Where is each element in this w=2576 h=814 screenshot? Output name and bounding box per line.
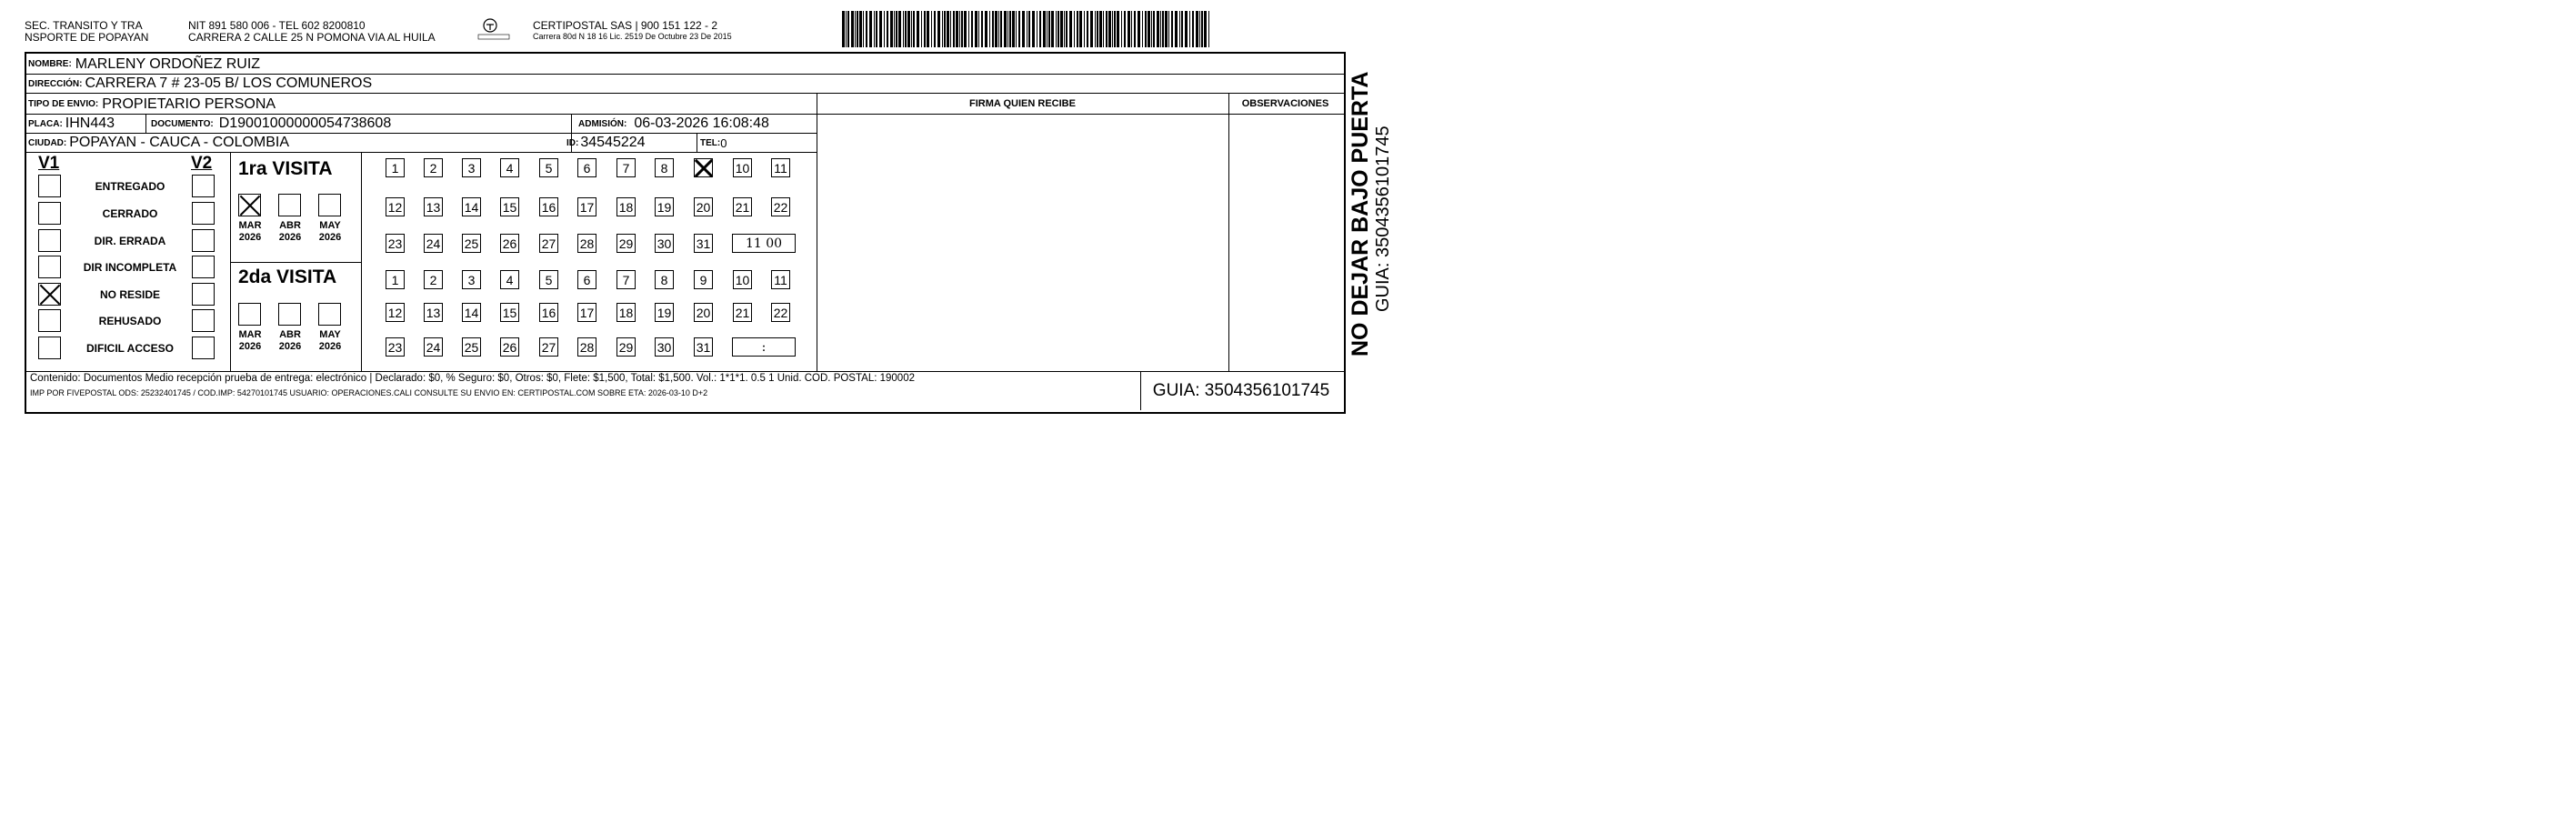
- visit2-day-box[interactable]: 14: [462, 303, 481, 322]
- visit2-day-box[interactable]: 23: [386, 337, 405, 357]
- documento-cell: [151, 115, 391, 133]
- visit2-day-box[interactable]: 1: [386, 270, 405, 289]
- visit2-day-box[interactable]: 24: [424, 337, 443, 357]
- v2-checkbox[interactable]: [192, 175, 215, 197]
- nombre-value: MARLENY ORDOÑEZ RUIZ: [75, 55, 261, 72]
- visit2-day-box[interactable]: 8: [655, 270, 674, 289]
- visit1-day-box[interactable]: 15: [500, 197, 519, 216]
- footer-contenido: Contenido: Documentos Medio recepción prueba de entrega: electrónico | Declarado: $0, % Seguro: $0, Otros: $0, Flete: $1,500, Total: $1,500. Vol.: 1*1*1. 0.5 1 Unid. COD. POSTAL: 190002: [30, 373, 915, 384]
- visit2-day-box[interactable]: 31: [694, 337, 713, 357]
- v1-heading: V1: [38, 154, 60, 173]
- visit1-day-box[interactable]: 31: [694, 234, 713, 253]
- visit1-day-box[interactable]: 13: [424, 197, 443, 216]
- visit2-month-label: ABR 2026: [278, 329, 302, 352]
- admision-value: 06-03-2026 16:08:48: [634, 116, 769, 131]
- documento-label: DOCUMENTO:: [151, 118, 214, 129]
- visit1-day-box[interactable]: 21: [733, 197, 752, 216]
- visit2-day-box[interactable]: 16: [539, 303, 558, 322]
- visit2-month-checkbox[interactable]: [278, 303, 301, 326]
- visit1-day-box[interactable]: 23: [386, 234, 405, 253]
- direccion-value: CARRERA 7 # 23-05 B/ LOS COMUNEROS: [85, 75, 373, 91]
- visit1-day-box[interactable]: 5: [539, 158, 558, 177]
- visit1-day-box[interactable]: 2: [424, 158, 443, 177]
- tel-cell: [700, 134, 727, 152]
- visit1-month-checkbox[interactable]: [318, 194, 341, 216]
- visit1-day-box[interactable]: 28: [577, 234, 596, 253]
- courier-line-2: Carrera 80d N 18 16 Lic. 2519 De Octubre 23 De 2015: [533, 32, 732, 41]
- visit1-day-box[interactable]: 1: [386, 158, 405, 177]
- v2-checkbox[interactable]: [192, 202, 215, 225]
- v1-checkbox[interactable]: [38, 229, 61, 252]
- tipo-envio-label: TIPO DE ENVIO:: [28, 99, 99, 109]
- observaciones-header: OBSERVACIONES: [1241, 98, 1329, 109]
- visit2-day-box[interactable]: 20: [694, 303, 713, 322]
- v1-checkbox[interactable]: [38, 337, 61, 359]
- visit1-day-box[interactable]: 16: [539, 197, 558, 216]
- visit1-day-box[interactable]: 30: [655, 234, 674, 253]
- status-label: DIFICIL ACCESO: [85, 342, 174, 355]
- direccion-label: DIRECCIÓN:: [28, 78, 83, 89]
- visit1-day-box[interactable]: 27: [539, 234, 558, 253]
- v1-checkbox[interactable]: [38, 256, 61, 278]
- courier-block: [533, 20, 732, 41]
- tipo-envio-row: [28, 95, 276, 114]
- courier-logo: [477, 16, 510, 44]
- id-label: ID:: [566, 137, 579, 148]
- v1-checkbox[interactable]: [38, 283, 61, 306]
- visit2-day-box[interactable]: 15: [500, 303, 519, 322]
- status-label: REHUSADO: [98, 315, 162, 327]
- visit1-day-box[interactable]: 7: [616, 158, 636, 177]
- visit2-month-checkbox[interactable]: [238, 303, 261, 326]
- sender-line-2: NSPORTE DE POPAYAN: [25, 31, 149, 44]
- sender-line-1: SEC. TRANSITO Y TRA: [25, 19, 143, 32]
- visit1-day-box[interactable]: 20: [694, 197, 713, 216]
- footer-guia: GUIA: 3504356101745: [1152, 380, 1330, 400]
- placa-value: IHN443: [65, 116, 115, 131]
- courier-line-1: CERTIPOSTAL SAS | 900 151 122 - 2: [533, 19, 717, 32]
- visit2-day-box[interactable]: 28: [577, 337, 596, 357]
- nombre-row: [28, 55, 260, 74]
- visit2-day-box[interactable]: 11: [771, 270, 790, 289]
- visit1-day-box[interactable]: 10: [733, 158, 752, 177]
- visit2-day-box[interactable]: 25: [462, 337, 481, 357]
- status-label: CERRADO: [102, 207, 158, 220]
- visit2-month-label: MAR 2026: [238, 329, 262, 352]
- v2-checkbox[interactable]: [192, 229, 215, 252]
- visit1-day-box[interactable]: 25: [462, 234, 481, 253]
- tel-label: TEL:: [700, 137, 721, 148]
- nombre-label: NOMBRE:: [28, 59, 72, 69]
- ciudad-value: POPAYAN - CAUCA - COLOMBIA: [69, 135, 290, 150]
- visit1-title: 1ra VISITA: [238, 158, 333, 179]
- visit2-day-box[interactable]: 17: [577, 303, 596, 322]
- visit2-day-box[interactable]: 13: [424, 303, 443, 322]
- visit1-day-box[interactable]: 14: [462, 197, 481, 216]
- visit1-day-box[interactable]: 26: [500, 234, 519, 253]
- visit2-day-box[interactable]: 19: [655, 303, 674, 322]
- visit2-day-box[interactable]: 6: [577, 270, 596, 289]
- visit1-month-label: MAR 2026: [238, 220, 262, 243]
- visit1-day-box[interactable]: 22: [771, 197, 790, 216]
- visit2-day-box[interactable]: 30: [655, 337, 674, 357]
- direccion-row: [28, 75, 372, 93]
- id-value: 34545224: [580, 135, 646, 150]
- visit2-day-box[interactable]: 22: [771, 303, 790, 322]
- placa-cell: [28, 115, 115, 133]
- visit2-day-box[interactable]: 12: [386, 303, 405, 322]
- visit1-month-label: ABR 2026: [278, 220, 302, 243]
- visit1-day-box[interactable]: [694, 158, 713, 177]
- visit2-day-box[interactable]: 27: [539, 337, 558, 357]
- status-label: NO RESIDE: [99, 288, 160, 301]
- visit1-day-box[interactable]: 6: [577, 158, 596, 177]
- visit2-day-box[interactable]: 26: [500, 337, 519, 357]
- visit2-day-box[interactable]: 29: [616, 337, 636, 357]
- sender-contact-block: [188, 20, 436, 44]
- visit2-month-label: MAY 2026: [318, 329, 342, 352]
- footer-imp: IMP POR FIVEPOSTAL ODS: 25232401745 / COD.IMP: 54270101745 USUARIO: OPERACIONES.CALI CONSULTE SU ENVIO EN: CERTIPOSTAL.COM SOBRE ETA: 2026-03-10 D+2: [30, 388, 708, 397]
- ciudad-cell: [28, 134, 289, 152]
- visit2-title: 2da VISITA: [238, 266, 337, 287]
- side-warning: NO DEJAR BAJO PUERTA: [1348, 71, 1373, 357]
- nit-line: NIT 891 580 006 - TEL 602 8200810: [188, 19, 366, 32]
- v2-checkbox[interactable]: [192, 309, 215, 332]
- sender-block: [25, 20, 148, 44]
- visit2-day-box[interactable]: 5: [539, 270, 558, 289]
- visit1-day-box[interactable]: 12: [386, 197, 405, 216]
- visit1-day-box[interactable]: 8: [655, 158, 674, 177]
- visit1-time-box[interactable]: 11 00: [732, 234, 796, 253]
- admision-label: ADMISIÓN:: [578, 118, 627, 129]
- visit1-day-box[interactable]: 3: [462, 158, 481, 177]
- visit1-month-label: MAY 2026: [318, 220, 342, 243]
- visit1-day-box[interactable]: 29: [616, 234, 636, 253]
- visit2-day-box[interactable]: 10: [733, 270, 752, 289]
- side-guia: GUIA: 3504356101745: [1373, 126, 1393, 312]
- visit1-day-box[interactable]: 19: [655, 197, 674, 216]
- visit1-day-box[interactable]: 24: [424, 234, 443, 253]
- barcode: [842, 11, 1215, 47]
- visit1-day-box[interactable]: 4: [500, 158, 519, 177]
- v1-checkbox[interactable]: [38, 202, 61, 225]
- visit1-day-box[interactable]: 18: [616, 197, 636, 216]
- documento-value: D19001000000054738608: [218, 116, 392, 131]
- visit2-day-box[interactable]: 3: [462, 270, 481, 289]
- visit2-day-box[interactable]: 9: [694, 270, 713, 289]
- visit2-day-box[interactable]: 4: [500, 270, 519, 289]
- v2-checkbox[interactable]: [192, 256, 215, 278]
- visit2-day-box[interactable]: 21: [733, 303, 752, 322]
- v2-checkbox[interactable]: [192, 283, 215, 306]
- visit2-day-box[interactable]: 2: [424, 270, 443, 289]
- tipo-envio-value: PROPIETARIO PERSONA: [102, 95, 276, 112]
- id-cell: [566, 134, 646, 152]
- visit1-month-checkbox[interactable]: [278, 194, 301, 216]
- v2-checkbox[interactable]: [192, 337, 215, 359]
- visit2-time-box[interactable]: :: [732, 337, 796, 357]
- status-label: DIR. ERRADA: [94, 235, 166, 247]
- visit2-day-box[interactable]: 18: [616, 303, 636, 322]
- admision-cell: [578, 115, 769, 133]
- ciudad-label: CIUDAD:: [28, 137, 67, 148]
- tel-value: 0: [720, 136, 727, 150]
- placa-label: PLACA:: [28, 118, 63, 129]
- firma-header: FIRMA QUIEN RECIBE: [969, 98, 1076, 109]
- visit1-month-checkbox[interactable]: [238, 194, 261, 216]
- visit1-day-box[interactable]: 17: [577, 197, 596, 216]
- visit2-month-checkbox[interactable]: [318, 303, 341, 326]
- v1-checkbox[interactable]: [38, 175, 61, 197]
- status-label: ENTREGADO: [95, 180, 165, 193]
- visit2-day-box[interactable]: 7: [616, 270, 636, 289]
- visit1-day-box[interactable]: 11: [771, 158, 790, 177]
- v1-checkbox[interactable]: [38, 309, 61, 332]
- v2-heading: V2: [191, 154, 213, 173]
- status-label: DIR INCOMPLETA: [83, 261, 177, 274]
- address-line: CARRERA 2 CALLE 25 N POMONA VIA AL HUILA: [188, 31, 436, 44]
